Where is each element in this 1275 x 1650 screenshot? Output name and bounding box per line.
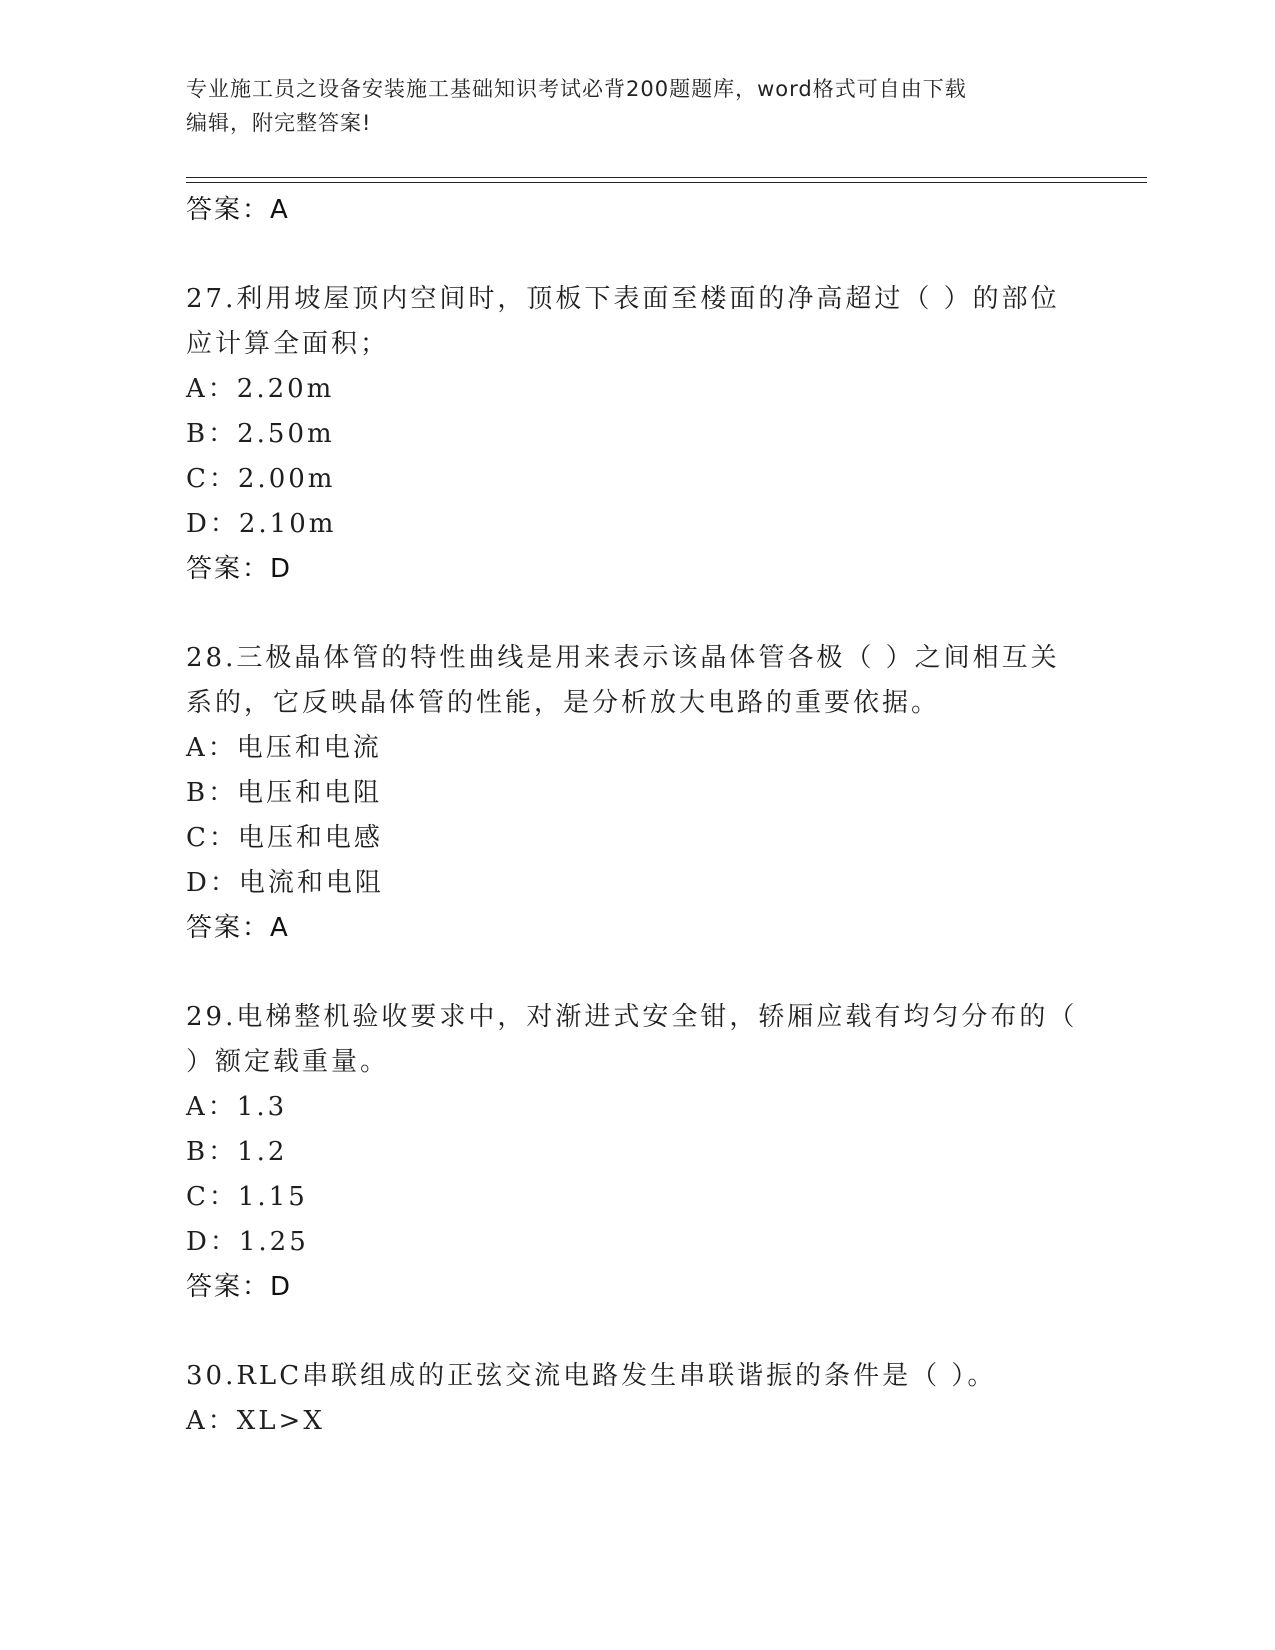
option-d: D：2.10m [186, 509, 337, 539]
question-27 [186, 277, 1086, 592]
spacer [186, 233, 1086, 277]
question-30 [186, 1354, 1086, 1444]
question-28 [186, 636, 1086, 951]
option-b: B：1.2 [186, 1137, 288, 1167]
question-text: 29.电梯整机验收要求中，对渐进式安全钳，轿厢应载有均匀分布的（ [186, 1002, 1078, 1032]
spacer [186, 951, 1086, 995]
header-rule-bottom [186, 182, 1147, 183]
question-text: 30.RLC串联组成的正弦交流电路发生串联谐振的条件是（ ）。 [186, 1361, 997, 1391]
question-29 [186, 995, 1086, 1310]
question-text: 28.三极晶体管的特性曲线是用来表示该晶体管各极（ ）之间相互关 [186, 643, 1060, 673]
answer: 答案：D [186, 1272, 293, 1302]
option-d: D：电流和电阻 [186, 868, 384, 898]
option-d: D：1.25 [186, 1227, 309, 1257]
option-a: A：电压和电流 [186, 733, 382, 763]
answer: 答案：A [186, 913, 290, 943]
option-c: C：2.00m [186, 464, 336, 494]
question-text: 系的，它反映晶体管的性能，是分析放大电路的重要依据。 [186, 688, 941, 718]
header-line-2: 编辑，附完整答案! [186, 111, 372, 135]
question-list [186, 188, 1086, 1444]
previous-answer: 答案：A [186, 195, 290, 225]
answer: 答案：D [186, 554, 293, 584]
spacer [186, 1310, 1086, 1354]
question-text: 27.利用坡屋顶内空间时，顶板下表面至楼面的净高超过（ ）的部位 [186, 284, 1060, 314]
spacer [186, 592, 1086, 636]
option-a: A：XL>X [186, 1406, 325, 1436]
option-a: A：2.20m [186, 374, 335, 404]
question-text: ）额定载重量。 [186, 1047, 390, 1077]
header-rule-top [186, 177, 1147, 178]
header-line-1: 专业施工员之设备安装施工基础知识考试必背200题题库，word格式可自由下载 [186, 77, 967, 101]
option-c: C：1.15 [186, 1182, 308, 1212]
option-b: B：电压和电阻 [186, 778, 383, 808]
question-text: 应计算全面积； [186, 329, 390, 359]
document-header [186, 72, 1066, 140]
option-a: A：1.3 [186, 1092, 288, 1122]
option-c: C：电压和电感 [186, 823, 383, 853]
option-b: B：2.50m [186, 419, 335, 449]
